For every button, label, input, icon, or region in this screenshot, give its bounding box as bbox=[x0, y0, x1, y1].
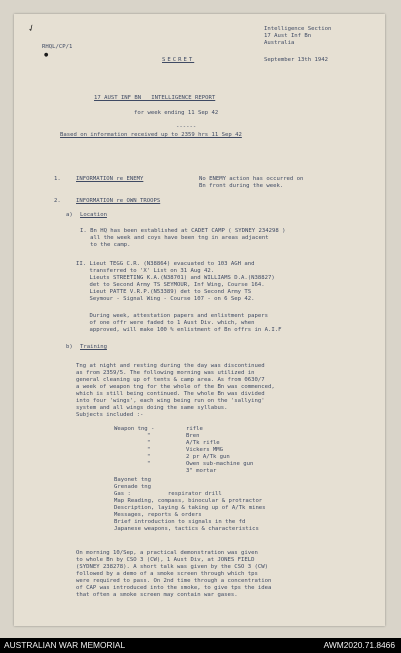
weapon-item: rifle bbox=[186, 426, 203, 432]
weapon-item: A/Tk rifle bbox=[186, 440, 220, 446]
ditto-mark: " bbox=[147, 454, 151, 460]
training-line-8: Subjects included :- bbox=[76, 412, 144, 418]
closing-line-3: (SYDNEY 238278). A short talk was given by the CSO 3 (CW) bbox=[76, 564, 268, 570]
subsection-b-heading: Training bbox=[80, 344, 107, 350]
section-1-text-1: No ENEMY action has occurred on bbox=[199, 176, 304, 182]
location-ii-2: transferred to 'X' List on 31 Aug 42. bbox=[76, 268, 215, 274]
footer-accession-number: AWM2020.71.8466 bbox=[323, 640, 395, 650]
section-2-number: 2. bbox=[54, 198, 61, 204]
closing-line-6: of CAP was introduced into the smoke, to give tps the idea bbox=[76, 585, 272, 591]
report-basis: Based on information received up to 2359 hrs 11 Sep 42 bbox=[60, 132, 242, 138]
training-line-5: which is still being continued. The whole Bn was divided bbox=[76, 391, 265, 397]
closing-line-2: to whole Bn by CSO 3 (CW), 1 Aust Div, at JONES FIELD bbox=[76, 557, 255, 563]
training-line-1: Tng at night and resting during the day was discontinued bbox=[76, 363, 265, 369]
subsection-a-heading: Location bbox=[80, 212, 107, 218]
subject-item: Gas : respirator drill bbox=[114, 491, 222, 497]
section-1-text-2: Bn front during the week. bbox=[199, 183, 284, 189]
subject-item: Brief introduction to signals in the fd bbox=[114, 519, 246, 525]
location-ii-5: Lieut PATTE V.R.P.(N53389) det to Second Army TS bbox=[76, 289, 252, 295]
section-1-heading: INFORMATION re ENEMY bbox=[76, 176, 144, 182]
handwritten-mark-icon: ✓ bbox=[26, 22, 38, 36]
closing-line-4: followed by a demo of a smoke screen through which tps bbox=[76, 571, 258, 577]
footer-institution: AUSTRALIAN WAR MEMORIAL bbox=[4, 640, 126, 650]
location-ii-3: Lieuts STREETING K.A.(N38701) and WILLIAMS D.A.(N38827) bbox=[76, 275, 275, 281]
subsection-b-label: b) bbox=[66, 344, 73, 350]
location-ii-6: Seymour - Signal Wing - Course 107 - on 6 Sep 42. bbox=[76, 296, 255, 302]
document-page bbox=[14, 14, 385, 626]
location-i-2: all the week and coys have been tng in areas adjacent bbox=[80, 235, 269, 241]
from-line-3: Australia bbox=[264, 40, 295, 46]
from-line-1: Intelligence Section bbox=[264, 26, 332, 32]
training-line-6: into four 'wings', each wing being run on the 'sallying' bbox=[76, 398, 265, 404]
subject-item: Map Reading, compass, binocular & protractor bbox=[114, 498, 263, 504]
closing-line-1: On morning 10/Sep, a practical demonstration was given bbox=[76, 550, 258, 556]
closing-line-7: that often a smoke screen may contain war gases. bbox=[76, 592, 238, 598]
location-ii-b-2: of one offr were faded to 1 Aust Div. which, when bbox=[76, 320, 255, 326]
hole-punch-icon: ● bbox=[44, 52, 49, 58]
weapon-item: Bren bbox=[186, 433, 200, 439]
location-ii-b-3: approved, will make 100 % enlistment of Bn offrs in A.I.F bbox=[76, 327, 282, 333]
section-2-heading: INFORMATION re OWN TROOPS bbox=[76, 198, 161, 204]
subject-item: Bayonet tng bbox=[114, 477, 152, 483]
location-ii-1: II. Lieut TEGG C.R. (N38864) evacuated to 103 AGH and bbox=[76, 261, 255, 267]
document-date: September 13th 1942 bbox=[264, 57, 328, 63]
location-ii-b-1: During week, attestation papers and enlistment papers bbox=[76, 313, 268, 319]
ditto-mark: " bbox=[147, 440, 151, 446]
weapon-training-label: Weapon tng - bbox=[114, 426, 155, 432]
from-line-2: 17 Aust Inf Bn bbox=[264, 33, 312, 39]
subsection-a-label: a) bbox=[66, 212, 73, 218]
subject-item: Japanese weapons, tactics & characteristics bbox=[114, 526, 259, 532]
location-i-3: to the camp. bbox=[80, 242, 131, 248]
ditto-mark: " bbox=[147, 433, 151, 439]
training-line-4: a week of weapon tng for the whole of the Bn was commenced, bbox=[76, 384, 275, 390]
training-line-7: system and all wings doing the same syllabus. bbox=[76, 405, 228, 411]
location-ii-4: det to Second Army TS SEYMOUR, Inf Wing, Course 164. bbox=[76, 282, 265, 288]
subject-item: Grenade tng bbox=[114, 484, 152, 490]
report-period: for week ending 11 Sep 42 bbox=[134, 110, 219, 116]
ditto-mark: " bbox=[147, 461, 151, 467]
section-1-number: 1. bbox=[54, 176, 61, 182]
closing-line-5: were required to pass. On 2nd time through a concentration bbox=[76, 578, 272, 584]
weapon-item: 2 pr A/Tk gun bbox=[186, 454, 230, 460]
ditto-mark: " bbox=[147, 447, 151, 453]
document-ref: RHQL/CP/1 bbox=[42, 44, 73, 50]
weapon-item: 3" mortar bbox=[186, 468, 217, 474]
subject-item: Messages, reports & orders bbox=[114, 512, 202, 518]
subject-item: Description, laying & taking up of A/Tk mines bbox=[114, 505, 266, 511]
training-line-2: as from 2359/5. The following morning was utilized in bbox=[76, 370, 255, 376]
weapon-item: Owen sub-machine gun bbox=[186, 461, 254, 467]
training-line-3: general cleaning up of tents & camp area. As from 0630/7 bbox=[76, 377, 265, 383]
weapon-item: Vickers MMG bbox=[186, 447, 224, 453]
archive-footer bbox=[0, 638, 401, 653]
report-title: 17 AUST INF BN INTELLIGENCE REPORT bbox=[94, 95, 216, 101]
location-i-1: I. Bn HQ has been established at CADET CAMP ( SYDNEY 234298 ) bbox=[80, 228, 286, 234]
dash-rule: ------ bbox=[176, 124, 197, 130]
classification: SECRET bbox=[162, 57, 195, 63]
